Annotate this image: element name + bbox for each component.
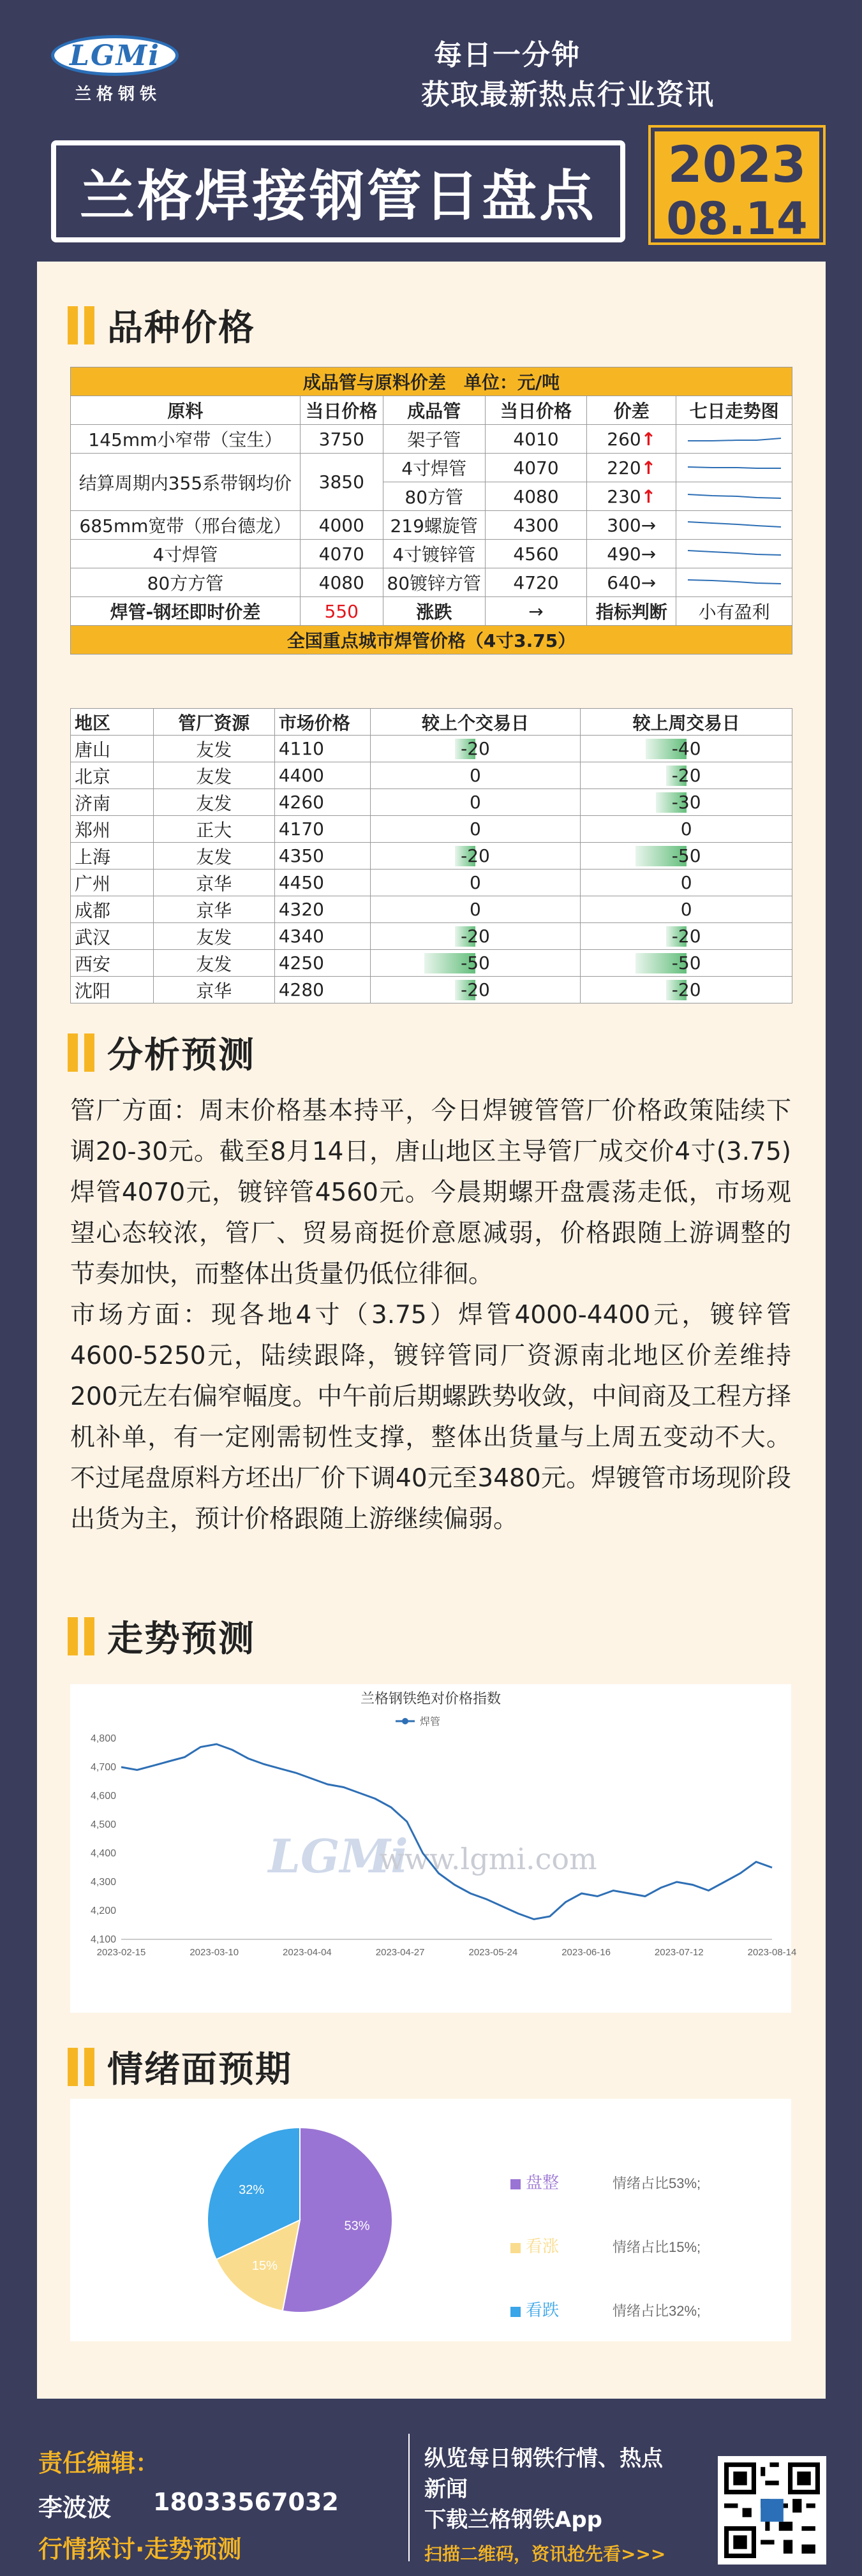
legend-note: 情绪占比15%; xyxy=(613,2239,701,2255)
sparkline-chart xyxy=(687,573,782,592)
mill-source: 友发 xyxy=(153,843,274,870)
change-value: -20 xyxy=(671,926,701,947)
city-name: 广州 xyxy=(71,870,154,896)
city-header-row xyxy=(71,709,792,736)
legend-swatch xyxy=(510,2307,521,2317)
section-sentiment-heading xyxy=(68,2041,292,2092)
page-title: 兰格焊接钢管日盘点 xyxy=(80,165,597,228)
editor-label: 责任编辑： xyxy=(38,2449,160,2477)
change-value: 0 xyxy=(680,899,692,920)
change-value: -40 xyxy=(671,738,701,759)
product-name: 219螺旋管 xyxy=(383,511,485,540)
arrow-up-icon: ↑ xyxy=(641,485,657,507)
spread-value: 260 xyxy=(607,428,641,450)
legend-swatch xyxy=(510,2179,521,2189)
judge-label: 指标判断 xyxy=(587,597,676,626)
section-analysis-heading xyxy=(68,1027,255,1078)
spread xyxy=(587,425,676,454)
y-tick-label: 4,300 xyxy=(90,1877,116,1888)
judge-value: 小有盈利 xyxy=(676,597,792,626)
heading-bar xyxy=(68,1617,78,1655)
product-name: 架子管 xyxy=(383,425,485,454)
mill-source: 友发 xyxy=(153,950,274,977)
raw-price: 4080 xyxy=(300,568,383,597)
change-value: -20 xyxy=(461,979,490,1000)
mill-source: 京华 xyxy=(153,870,274,896)
change-vs-prev-day xyxy=(370,870,581,896)
change-value: 0 xyxy=(470,765,481,786)
footer-line1: 纵览每日钢铁行情、热点 xyxy=(424,2446,663,2471)
section-title: 品种价格 xyxy=(107,307,255,349)
line-chart-card xyxy=(70,1684,797,2013)
x-tick-label: 2023-08-14 xyxy=(747,1947,797,1958)
y-tick-label: 4,800 xyxy=(90,1733,116,1744)
sparkline xyxy=(676,425,792,454)
x-tick-label: 2023-05-24 xyxy=(468,1947,518,1958)
col-header: 七日走势图 xyxy=(676,396,792,425)
market-price: 4250 xyxy=(274,950,370,977)
arrow-right-icon: → xyxy=(641,572,657,593)
spread-value: 220 xyxy=(607,457,641,478)
x-tick-label: 2023-04-27 xyxy=(375,1947,425,1958)
y-tick-label: 4,100 xyxy=(90,1934,116,1945)
product-price: 4300 xyxy=(485,511,587,540)
legend-marker xyxy=(402,1718,408,1724)
heading-bar xyxy=(84,2048,94,2086)
footer-line3: 下载兰格钢铁App xyxy=(424,2507,602,2533)
date-badge xyxy=(651,128,823,245)
change-vs-prev-day xyxy=(370,896,581,923)
mill-source: 正大 xyxy=(153,816,274,843)
raw-name: 结算周期内355系带钢均价 xyxy=(71,454,301,511)
heading-bar xyxy=(68,1033,78,1072)
y-tick-label: 4,600 xyxy=(90,1791,116,1802)
spread xyxy=(587,568,676,597)
qr-code[interactable] xyxy=(718,2456,826,2565)
city-name: 北京 xyxy=(71,762,154,789)
spread-value: 230 xyxy=(607,485,641,507)
col-header: 原料 xyxy=(71,396,301,425)
y-tick-label: 4,200 xyxy=(90,1906,116,1916)
summary-value: 550 xyxy=(300,597,383,626)
city-name: 沈阳 xyxy=(71,977,154,1003)
sparkline-chart xyxy=(687,487,782,506)
change-value: -20 xyxy=(671,979,701,1000)
pie-chart-card xyxy=(70,2099,791,2341)
product-price: 4560 xyxy=(485,540,587,568)
pie-chart xyxy=(70,2099,791,2341)
table1-title: 成品管与原料价差 单位：元/吨 xyxy=(71,367,792,396)
sparkline-chart xyxy=(687,515,782,535)
sparkline-chart xyxy=(687,458,782,477)
raw-name: 4寸焊管 xyxy=(71,540,301,568)
change-value: -50 xyxy=(671,845,701,866)
col-header: 管厂资源 xyxy=(153,709,274,736)
raw-name: 685mm宽带（邢台德龙） xyxy=(71,511,301,540)
mill-source: 友发 xyxy=(153,762,274,789)
raw-price: 4000 xyxy=(300,511,383,540)
table-row xyxy=(71,454,792,482)
product-price: 4720 xyxy=(485,568,587,597)
price-table xyxy=(70,367,792,655)
series-line-焊管 xyxy=(121,1744,772,1920)
mill-source: 友发 xyxy=(153,789,274,816)
change-vs-prev-week xyxy=(581,843,792,870)
table-row xyxy=(71,762,792,789)
sparkline xyxy=(676,568,792,597)
watermark-url: www.lgmi.com xyxy=(379,1842,597,1876)
table-row xyxy=(71,540,792,568)
change-vs-prev-day xyxy=(370,923,581,950)
summary-label: 焊管-钢坯即时价差 xyxy=(71,597,301,626)
spread xyxy=(587,482,676,511)
change-vs-prev-week xyxy=(581,950,792,977)
arrow-up-icon: ↑ xyxy=(641,428,657,450)
change-vs-prev-day xyxy=(370,736,581,762)
legend-note: 情绪占比53%; xyxy=(613,2175,701,2191)
legend-label: 盘整 xyxy=(526,2173,560,2192)
date-year: 2023 xyxy=(667,137,806,194)
market-price: 4350 xyxy=(274,843,370,870)
mill-source: 友发 xyxy=(153,736,274,762)
lgmi-logo xyxy=(51,29,179,104)
change-vs-prev-day xyxy=(370,950,581,977)
change-value: -30 xyxy=(671,792,701,813)
change-value: 0 xyxy=(470,818,481,840)
spread xyxy=(587,511,676,540)
col-header: 价差 xyxy=(587,396,676,425)
section-title: 走势预测 xyxy=(107,1618,255,1660)
arrow-up-icon: ↑ xyxy=(641,457,657,478)
heading-bar xyxy=(84,1617,94,1655)
y-tick-label: 4,400 xyxy=(90,1848,116,1859)
col-header: 成品管 xyxy=(383,396,485,425)
market-price: 4280 xyxy=(274,977,370,1003)
raw-price: 4070 xyxy=(300,540,383,568)
slogan-line2: 获取最新热点行业资讯 xyxy=(421,78,715,111)
editor-phone: 18033567032 xyxy=(153,2488,339,2516)
city-name: 上海 xyxy=(71,843,154,870)
col-header: 市场价格 xyxy=(274,709,370,736)
legend-note: 情绪占比32%; xyxy=(613,2303,701,2319)
x-tick-label: 2023-03-10 xyxy=(189,1947,239,1958)
change-value: -50 xyxy=(461,952,490,973)
col-header: 当日价格 xyxy=(300,396,383,425)
pie-slice-label: 15% xyxy=(251,2259,278,2274)
footer-scan-hint: 扫描二维码，资讯抢先看>>> xyxy=(424,2543,666,2565)
logo-mark: LGMi xyxy=(51,35,179,76)
footer-line2: 新闻 xyxy=(424,2476,468,2502)
spread xyxy=(587,454,676,482)
change-value: 0 xyxy=(470,872,481,893)
change-value: -50 xyxy=(671,952,701,973)
change-vs-prev-week xyxy=(581,896,792,923)
sparkline xyxy=(676,454,792,482)
raw-price: 3750 xyxy=(300,425,383,454)
product-name: 4寸镀锌管 xyxy=(383,540,485,568)
footer-divider xyxy=(408,2434,410,2561)
change-vs-prev-day xyxy=(370,843,581,870)
change-value: 0 xyxy=(680,872,692,893)
sparkline xyxy=(676,511,792,540)
sparkline-chart xyxy=(687,544,782,563)
market-price: 4450 xyxy=(274,870,370,896)
table-row xyxy=(71,843,792,870)
sparkline xyxy=(676,540,792,568)
change-value: 0 xyxy=(470,899,481,920)
city-rows xyxy=(71,736,792,1003)
city-price-table xyxy=(70,708,792,1003)
change-vs-prev-week xyxy=(581,762,792,789)
legend-label: 焊管 xyxy=(420,1717,441,1728)
city-name: 武汉 xyxy=(71,923,154,950)
header xyxy=(0,0,862,262)
x-tick-label: 2023-02-15 xyxy=(96,1947,146,1958)
table-row xyxy=(71,923,792,950)
change-vs-prev-week xyxy=(581,736,792,762)
change-vs-prev-day xyxy=(370,762,581,789)
sparkline-chart xyxy=(687,429,782,448)
city-name: 唐山 xyxy=(71,736,154,762)
table-row xyxy=(71,870,792,896)
change-label: 涨跌 xyxy=(383,597,485,626)
legend-label: 看跌 xyxy=(526,2300,560,2320)
table-row xyxy=(71,789,792,816)
table-row xyxy=(71,896,792,923)
title-frame xyxy=(51,140,625,242)
spread-value: 490 xyxy=(607,543,641,565)
change-value: 0 xyxy=(680,818,692,840)
x-tick-label: 2023-07-12 xyxy=(654,1947,704,1958)
product-price: 4010 xyxy=(485,425,587,454)
line-chart xyxy=(70,1684,797,2013)
mill-source: 京华 xyxy=(153,896,274,923)
mill-source: 京华 xyxy=(153,977,274,1003)
col-header: 较上个交易日 xyxy=(370,709,581,736)
arrow-right-icon: → xyxy=(641,514,657,536)
chart-title: 兰格钢铁绝对价格指数 xyxy=(360,1691,502,1706)
y-tick-label: 4,700 xyxy=(90,1762,116,1773)
change-vs-prev-week xyxy=(581,977,792,1003)
section-title: 分析预测 xyxy=(107,1035,255,1076)
market-price: 4320 xyxy=(274,896,370,923)
change-vs-prev-day xyxy=(370,789,581,816)
market-price: 4400 xyxy=(274,762,370,789)
table-row xyxy=(71,511,792,540)
table-row xyxy=(71,977,792,1003)
spread-value: 640 xyxy=(607,572,641,593)
market-price: 4110 xyxy=(274,736,370,762)
legend-swatch xyxy=(510,2243,521,2253)
pie-slice-label: 53% xyxy=(344,2219,370,2233)
content-panel xyxy=(37,262,826,2399)
change-vs-prev-week xyxy=(581,923,792,950)
product-price: 4080 xyxy=(485,482,587,511)
change-vs-prev-week xyxy=(581,789,792,816)
raw-price: 3850 xyxy=(300,454,383,511)
section-price-heading xyxy=(68,300,255,351)
city-name: 成都 xyxy=(71,896,154,923)
heading-bar xyxy=(68,306,78,344)
market-price: 4170 xyxy=(274,816,370,843)
table-row xyxy=(71,425,792,454)
change-value: -20 xyxy=(461,926,490,947)
heading-bar xyxy=(84,306,94,344)
product-price: 4070 xyxy=(485,454,587,482)
change-vs-prev-day xyxy=(370,977,581,1003)
raw-name: 145mm小窄带（宝生） xyxy=(71,425,301,454)
col-header: 当日价格 xyxy=(485,396,587,425)
footer-tagline: 行情探讨·走势预测 xyxy=(38,2535,242,2563)
watermark-logo: LGMi xyxy=(268,1829,408,1883)
change-vs-prev-week xyxy=(581,870,792,896)
city-name: 济南 xyxy=(71,789,154,816)
market-price: 4340 xyxy=(274,923,370,950)
summary-row xyxy=(71,597,792,626)
qr-code-image xyxy=(724,2462,820,2558)
y-tick-label: 4,500 xyxy=(90,1819,116,1830)
x-tick-label: 2023-04-04 xyxy=(283,1947,332,1958)
slogan-line1: 每日一分钟 xyxy=(434,39,581,71)
spread-value: 300 xyxy=(607,514,641,536)
heading-bar xyxy=(84,1033,94,1072)
change-value: -20 xyxy=(461,738,490,759)
analysis-paragraph-2: 市场方面：现各地4寸（3.75）焊管4000-4400元，镀锌管4600-5250元，陆续跟降，镀锌管同厂资源南北地区价差维持200元左右偏窄幅度。中午前后期螺跌势收敛，中间商及工程方择机补单，有一定刚需韧性支撑，整体出货量与上周五变动不大。不过尾盘原料方坯出厂价下调40元至3480元。焊镀管市场现阶段出货为主，预计价格跟随上游继续偏弱。 xyxy=(70,1301,791,1534)
change-vs-prev-day xyxy=(370,816,581,843)
date-month-day: 08.14 xyxy=(666,193,808,245)
product-name: 80镀锌方管 xyxy=(383,568,485,597)
section-trend-heading xyxy=(68,1611,255,1662)
table-row xyxy=(71,816,792,843)
editor-name: 李波波 xyxy=(38,2494,112,2522)
col-header: 较上周交易日 xyxy=(581,709,792,736)
sparkline xyxy=(676,482,792,511)
section-title: 情绪面预期 xyxy=(107,2049,292,2091)
change-vs-prev-week xyxy=(581,816,792,843)
product-name: 4寸焊管 xyxy=(383,454,485,482)
table-row xyxy=(71,950,792,977)
city-name: 郑州 xyxy=(71,816,154,843)
change-value: 0 xyxy=(470,792,481,813)
analysis-paragraph-1: 管厂方面：周末价格基本持平，今日焊镀管管厂价格政策陆续下调20-30元。截至8月14日，唐山地区主导管厂成交价4寸(3.75)焊管4070元，镀锌管4560元。今晨期螺开盘震荡走低，市场观望心态较浓，管厂、贸易商挺价意愿减弱，价格跟随上游调整的节奏加快，而整体出货量仍低位徘徊。 xyxy=(70,1097,791,1289)
change-arrow-icon: → xyxy=(485,597,587,626)
product-name: 80方管 xyxy=(383,482,485,511)
spread xyxy=(587,540,676,568)
change-value: -20 xyxy=(461,845,490,866)
table-row xyxy=(71,736,792,762)
raw-name: 80方方管 xyxy=(71,568,301,597)
legend-label: 看涨 xyxy=(526,2237,560,2256)
logo-cn-text: 兰格钢铁 xyxy=(74,85,161,104)
change-value: -20 xyxy=(671,765,701,786)
heading-bar xyxy=(68,2048,78,2086)
table-row xyxy=(71,568,792,597)
city-name: 西安 xyxy=(71,950,154,977)
col-header: 地区 xyxy=(71,709,154,736)
arrow-right-icon: → xyxy=(641,543,657,565)
pie-slice-label: 32% xyxy=(239,2182,265,2197)
x-tick-label: 2023-06-16 xyxy=(561,1947,611,1958)
table2-title: 全国重点城市焊管价格（4寸3.75） xyxy=(71,626,792,655)
market-price: 4260 xyxy=(274,789,370,816)
mill-source: 友发 xyxy=(153,923,274,950)
